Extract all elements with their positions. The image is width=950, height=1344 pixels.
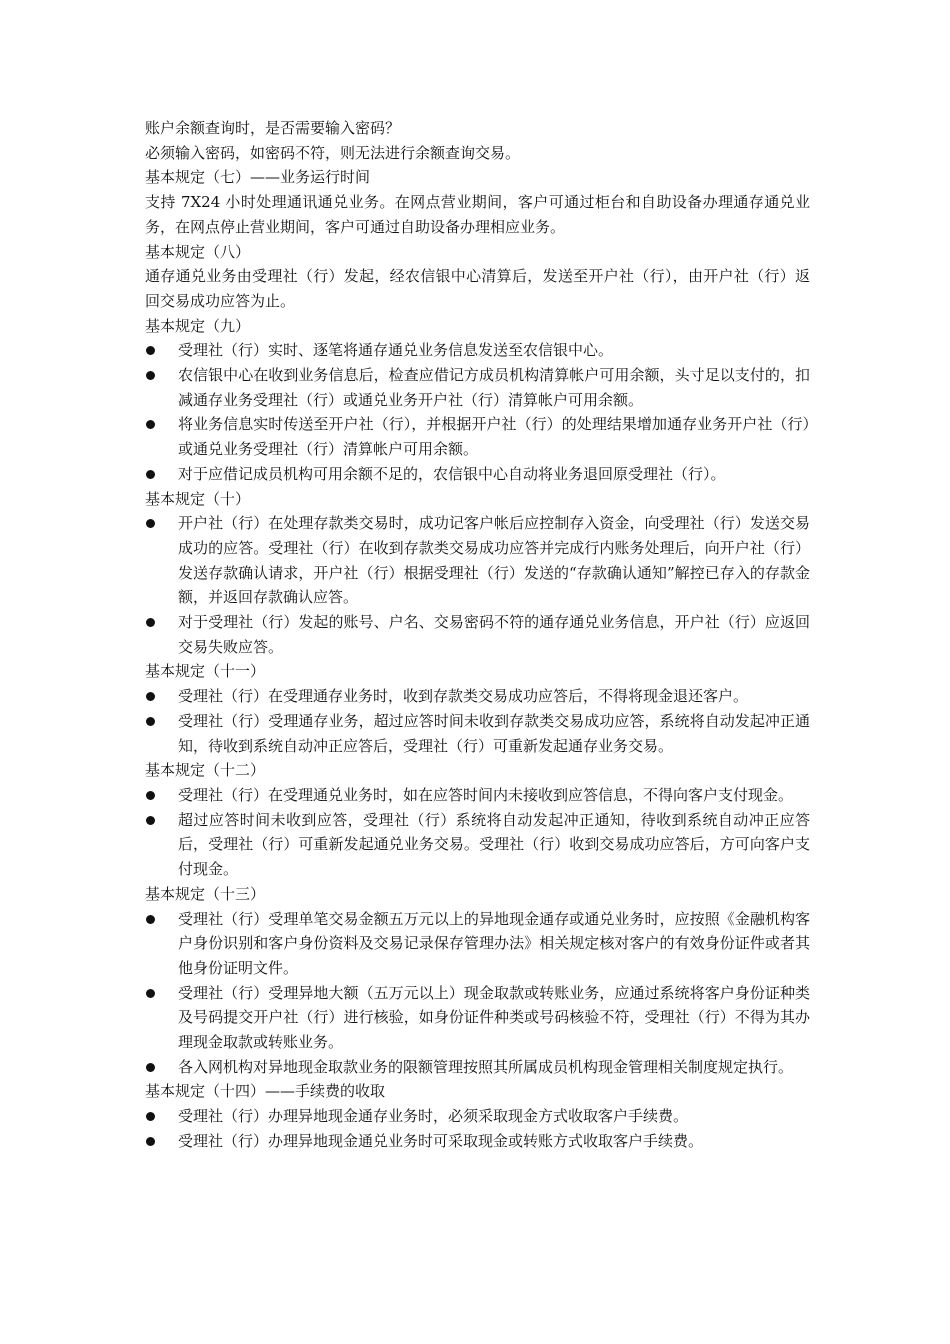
bullet-item (145, 338, 810, 363)
bullet-text: 受理社（行）办理异地现金通兑业务时可采取现金或转账方式收取客户手续费。 (178, 1131, 704, 1150)
bullet-icon (146, 717, 155, 726)
bullet-icon (146, 371, 155, 380)
paragraph: 必须输入密码，如密码不符，则无法进行余额查询交易。 (145, 143, 521, 162)
bullet-icon (146, 1137, 155, 1146)
section-heading: 基本规定（九） (145, 316, 251, 335)
section-heading: 基本规定（八） (145, 242, 251, 261)
section-heading: 基本规定（十二） (145, 761, 266, 780)
bullet-item (145, 808, 810, 882)
bullet-item (145, 709, 810, 758)
bullet-text: 农信银中心在收到业务信息后，检查应借记方成员机构清算帐户可用余额，头寸足以支付的，扣减通存业务受理社（行）或通兑业务开户社（行）清算帐户可用余额。 (178, 366, 810, 409)
bullet-text: 对于应借记成员机构可用余额不足的，农信银中心自动将业务退回原受理社（行）。 (178, 464, 726, 483)
bullet-icon (146, 989, 155, 998)
bullet-item (145, 462, 810, 487)
bullet-item (145, 1055, 810, 1080)
paragraph: 账户余额查询时，是否需要输入密码？ (145, 119, 401, 137)
bullet-text: 受理社（行）受理单笔交易金额五万元以上的异地现金通存或通兑业务时，应按照《金融机构客户身份识别和客户身份资料及交易记录保存管理办法》相关规定核对客户的有效身份证件或者其他身份证明文件。 (178, 909, 810, 977)
section-heading: 基本规定（十四）——手续费的收取 (145, 1082, 386, 1101)
bullet-text: 受理社（行）在受理通存业务时，收到存款类交易成功应答后，不得将现金退还客户。 (178, 687, 749, 706)
bullet-text: 受理社（行）受理异地大额（五万元以上）现金取款或转账业务，应通过系统将客户身份证种类及号码提交开户社（行）进行核验，如身份证件种类或号码核验不符，受理社（行）不得为其办理现金取款或转账业务。 (178, 983, 810, 1052)
bullet-icon (146, 420, 155, 429)
bullet-text: 对于受理社（行）发起的账号、户名、交易密码不符的通存通兑业务信息，开户社（行）应返回交易失败应答。 (178, 613, 810, 656)
bullet-text: 受理社（行）在受理通兑业务时，如在应答时间内未接收到应答信息，不得向客户支付现金。 (178, 785, 794, 804)
bullet-text: 开户社（行）在处理存款类交易时，成功记客户帐后应控制存入资金，向受理社（行）发送交易成功的应答。受理社（行）在收到存款类交易成功应答并完成行内账务处理后，向开户社（行）发送存款确认请求，开户社（行）根据受理社（行）发送的“存款确认通知”解控已存入的存款金额，并返回存款确认应答。 (178, 514, 810, 607)
bullet-icon (146, 519, 155, 528)
bullet-icon (146, 1112, 155, 1121)
bullet-item (145, 610, 810, 659)
bullet-item (145, 783, 810, 808)
bullet-item (145, 684, 810, 709)
bullet-icon (146, 915, 155, 924)
section-heading: 基本规定（十一） (145, 662, 266, 681)
bullet-text: 受理社（行）办理异地现金通存业务时，必须采取现金方式收取客户手续费。 (178, 1107, 689, 1126)
section-heading: 基本规定（七）——业务运行时间 (145, 168, 371, 187)
bullet-icon (146, 618, 155, 627)
section-heading: 基本规定（十三） (145, 884, 266, 903)
bullet-text: 受理社（行）受理通存业务，超过应答时间未收到存款类交易成功应答，系统将自动发起冲正通知，待收到系统自动冲正应答后，受理社（行）可重新发起通存业务交易。 (178, 711, 810, 755)
bullet-icon (146, 692, 155, 701)
bullet-text: 各入网机构对异地现金取款业务的限额管理按照其所属成员机构现金管理相关制度规定执行。 (178, 1057, 794, 1076)
bullet-icon (146, 346, 155, 355)
bullet-item (145, 1129, 810, 1154)
bullet-item (145, 511, 810, 610)
bullet-item (145, 907, 810, 981)
bullet-icon (146, 1063, 155, 1072)
bullet-text: 将业务信息实时传送至开户社（行），并根据开户社（行）的处理结果增加通存业务开户社（行）或通兑业务受理社（行）清算帐户可用余额。 (178, 415, 810, 459)
bullet-item (145, 981, 810, 1055)
bullet-icon (146, 470, 155, 479)
bullet-icon (146, 816, 155, 825)
paragraph: 支持 7X24 小时处理通讯通兑业务。在网点营业期间，客户可通过柜台和自助设备办理通存通兑业务，在网点停止营业期间，客户可通过自助设备办理相应业务。 (145, 193, 810, 236)
document-body (145, 116, 810, 1154)
bullet-icon (146, 791, 155, 800)
bullet-text: 受理社（行）实时、逐笔将通存通兑业务信息发送至农信银中心。 (178, 341, 614, 360)
section-heading: 基本规定（十） (145, 489, 251, 508)
bullet-item (145, 363, 810, 412)
paragraph: 通存通兑业务由受理社（行）发起，经农信银中心清算后，发送至开户社（行），由开户社（行）返回交易成功应答为止。 (145, 267, 810, 310)
bullet-item (145, 1104, 810, 1129)
bullet-item (145, 412, 810, 461)
bullet-text: 超过应答时间未收到应答，受理社（行）系统将自动发起冲正通知，待收到系统自动冲正应答后，受理社（行）可重新发起通兑业务交易。受理社（行）收到交易成功应答后，方可向客户支付现金。 (178, 810, 810, 879)
